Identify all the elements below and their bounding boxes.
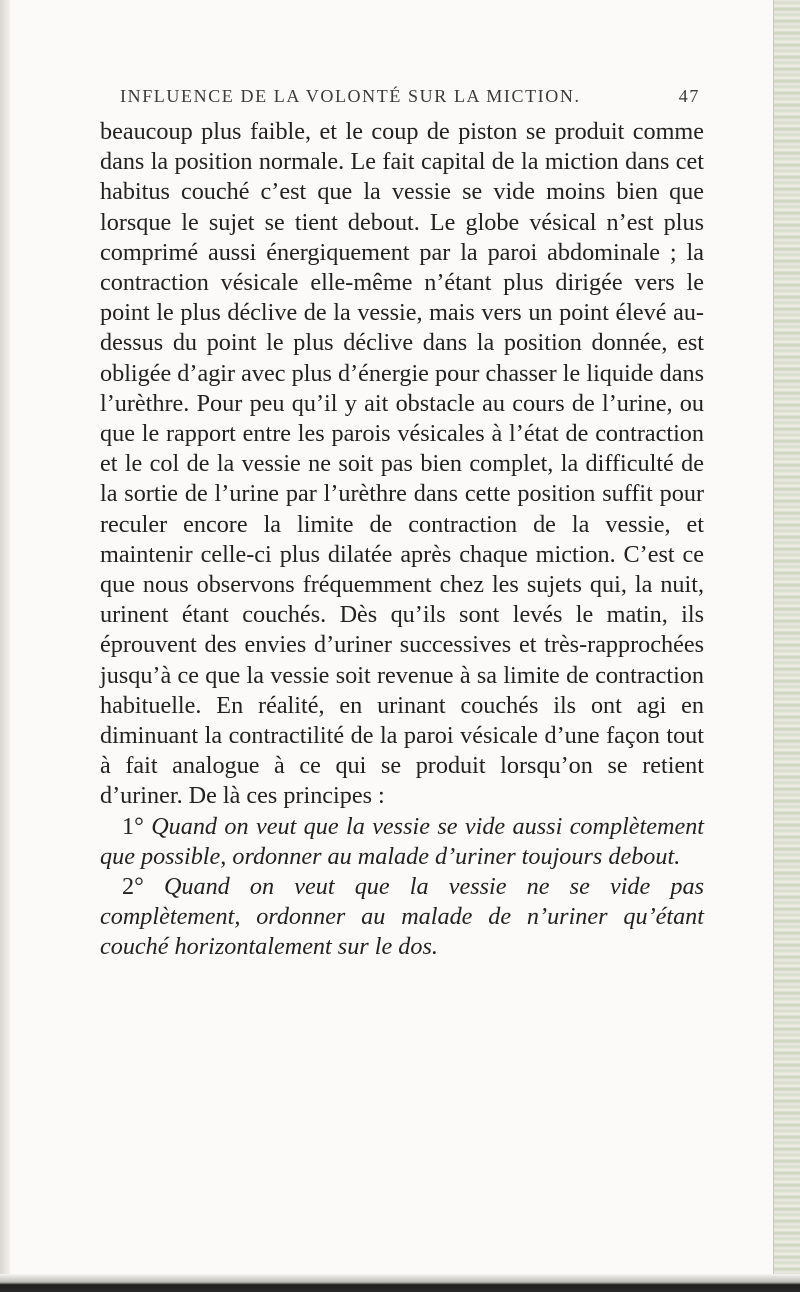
page-edge-stain	[773, 0, 800, 1292]
principle-number: 1°	[122, 812, 144, 840]
principle-item-2	[100, 872, 704, 963]
principle-text: Quand on veut que la vessie se vide aussi complètement que possible, ordonner au malade d’uriner toujours debout.	[100, 812, 705, 870]
running-header	[120, 86, 700, 116]
principle-number: 2°	[122, 873, 144, 901]
body-text	[100, 117, 704, 963]
running-title: INFLUENCE DE LA VOLONTÉ SUR LA MICTION.	[120, 86, 581, 106]
main-paragraph: beaucoup plus faible, et le coup de piston se produit comme dans la position normale. Le fait capital de la miction dans cet habitus couché c’est que la vessie se vide moins bien que lorsque le sujet se tient debout. Le globe vésical n’est plus comprimé aussi énergiquement par la paroi abdominale ; la contraction vésicale elle-même n’étant plus dirigée vers le point le plus déclive de la vessie, mais vers un point élevé au-dessus du point le plus déclive dans la position donnée, est obligée d’agir avec plus d’énergie pour chasser le liquide dans l’urèthre. Pour peu qu’il y ait obstacle au cours de l’urine, ou que le rapport entre les parois vésicales à l’état de contraction et le col de la vessie ne soit pas bien complet, la difficulté de la sortie de l’urine par l’urèthre dans cette position suffit pour reculer encore la limite de contraction de la vessie, et maintenir celle-ci plus dilatée après chaque miction. C’est ce que nous observons fréquemment chez les sujets qui, la nuit, urinent étant couchés. Dès qu’ils sont levés le matin, ils éprouvent des envies d’uriner successives et très-rapprochées jusqu’à ce que la vessie soit revenue à sa limite de contraction habituelle. En réalité, en urinant couchés ils ont agi en diminuant la contractilité de la paroi vésicale d’une façon tout à fait analogue à ce qui se produit lorsqu’on se retient d’uriner. De là ces principes :	[100, 118, 704, 810]
scan-bottom-edge	[0, 1274, 800, 1292]
page-gutter-shadow	[0, 0, 10, 1292]
principle-item-1	[100, 812, 704, 872]
page-number: 47	[678, 86, 700, 106]
principle-text: Quand on veut que la vessie ne se vide pas complètement, ordonner au malade de n’uriner qu’étant couché horizontalement sur le dos.	[100, 873, 704, 961]
